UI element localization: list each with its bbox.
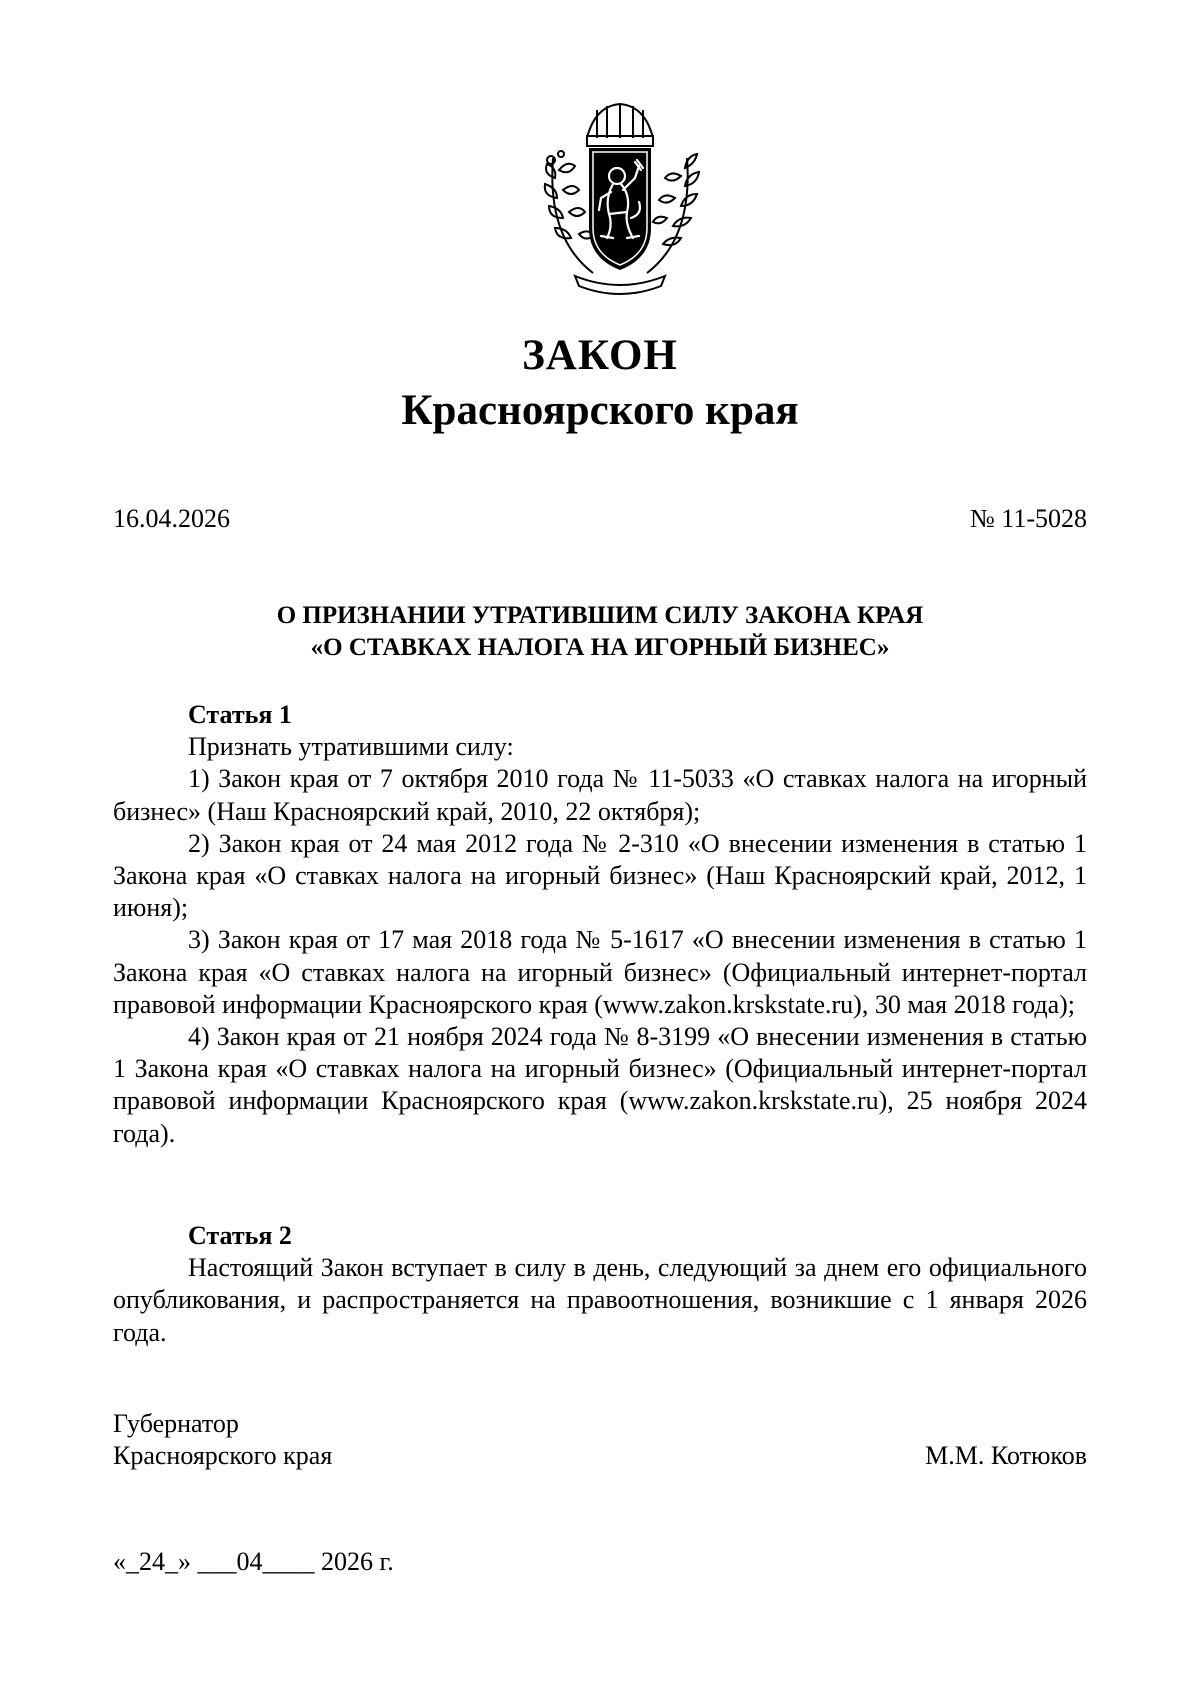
law-date: 16.04.2026 — [113, 504, 230, 533]
document-title: ЗАКОН — [522, 332, 678, 379]
law-heading-line2: «О СТАВКАХ НАЛОГА НА ИГОРНЫЙ БИЗНЕС» — [310, 634, 890, 661]
signing-date-month: ___04____ — [197, 1547, 315, 1576]
signing-date-year: 2026 г. — [321, 1547, 394, 1576]
article-1-item-4: 4) Закон края от 21 ноября 2024 года № 8-3199 «О внесении изменения в статью 1 Закона края «О ставках налога на игорный бизнес» (Официальный интернет-портал правовой информации Красноярского края (www.zakon.krskstate.ru), 25 ноября 2024 года). — [113, 1022, 1087, 1148]
law-heading-line1: О ПРИЗНАНИИ УТРАТИВШИМ СИЛУ ЗАКОНА КРАЯ — [276, 602, 924, 629]
signing-date — [113, 1546, 394, 1578]
article-2-text: Настоящий Закон вступает в силу в день, следующий за днем его официального опубликования, и распространяется на правоотношения, возникшие с 1 января 2026 года. — [113, 1253, 1087, 1347]
signatory-position-line1: Губернатор — [113, 1409, 239, 1438]
signing-date-close-quote: » — [178, 1547, 191, 1576]
signatory-name: М.М. Котюков — [925, 1441, 1087, 1470]
signing-date-day: _24_ — [126, 1547, 178, 1576]
article-1-title: Статья 1 — [188, 700, 292, 729]
article-2 — [113, 1220, 1087, 1349]
article-1-item-3: 3) Закон края от 17 мая 2018 года № 5-1617 «О внесении изменения в статью 1 Закона края «О ставках налога на игорный бизнес» (Официальный интернет-портал правовой информации Красноярского края (www.zakon.krskstate.ru), 30 мая 2018 года); — [113, 925, 1087, 1019]
article-1-item-2: 2) Закон края от 24 мая 2012 года № 2-310 «О внесении изменения в статью 1 Закона края «О ставках налога на игорный бизнес» (Наш Красноярский край, 2012, 1 июня); — [113, 828, 1087, 923]
article-1-item-1: 1) Закон края от 7 октября 2010 года № 11-5033 «О ставках налога на игорный бизнес» (Наш Красноярский край, 2010, 22 октября); — [113, 764, 1087, 826]
article-1-intro: Признать утратившими силу: — [188, 732, 514, 762]
signatory-position-line2: Красноярского края — [113, 1441, 333, 1470]
article-2-title: Статья 2 — [188, 1221, 292, 1250]
signing-date-open-quote: « — [113, 1547, 126, 1576]
law-heading — [113, 600, 1087, 664]
document-subtitle: Красноярского края — [401, 387, 799, 434]
law-number: № 11-5028 — [970, 504, 1087, 533]
article-1 — [113, 699, 1087, 1150]
coat-of-arms-icon — [535, 98, 705, 298]
signatory-position — [113, 1408, 332, 1472]
